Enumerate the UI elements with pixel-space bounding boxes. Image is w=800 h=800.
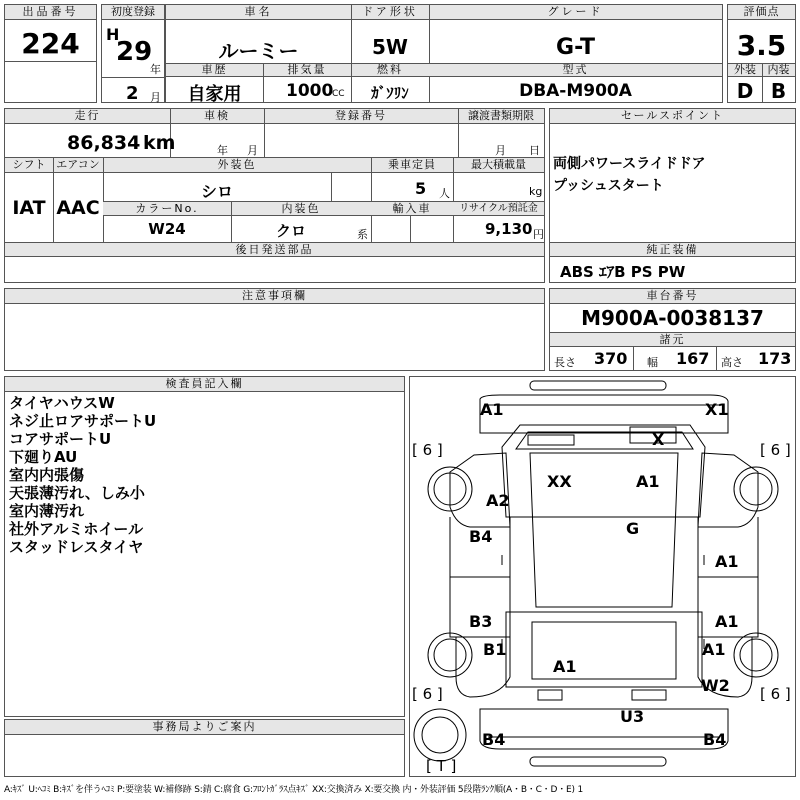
chassis-box — [549, 288, 796, 371]
damage-right-front-door: A1 — [715, 552, 739, 571]
damage-glass: G — [626, 519, 640, 538]
inspection-month-unit: 月 — [247, 144, 258, 157]
height-label: 高さ — [721, 356, 743, 369]
damage-left-front-door: B4 — [469, 527, 493, 546]
damage-left-fender: A2 — [486, 491, 510, 510]
length-value: 370 — [594, 349, 628, 368]
inspector-note: タイヤハウスW — [9, 394, 115, 412]
interior-grade-value: B — [770, 79, 787, 103]
displacement-unit: CC — [332, 89, 345, 99]
inspector-box — [4, 376, 405, 717]
equipment-value: ABS ｴｱB PS PW — [560, 263, 686, 281]
history-label: 車歴 — [166, 64, 263, 77]
lot-number: 224 — [21, 27, 80, 60]
max-load-unit: kg — [529, 185, 543, 198]
chassis-value: M900A-0038137 — [581, 306, 764, 330]
damage-hood: XX — [547, 472, 572, 491]
mileage-label: 走行 — [5, 109, 170, 124]
first-reg-month: 2 — [126, 83, 139, 104]
damage-windshield: X — [652, 430, 665, 449]
shift-label: シフト — [5, 158, 53, 173]
color-no-value: W24 — [148, 220, 186, 238]
car-name-label: 車名 — [166, 5, 351, 20]
score-label: 評価点 — [728, 5, 795, 20]
damage-rear-right: W2 — [701, 676, 730, 695]
inspector-note: スタッドレスタイヤ — [9, 538, 144, 556]
damage-left-quarter: B1 — [483, 640, 507, 659]
inspector-note: 社外アルミホイール — [9, 520, 144, 538]
length-label: 長さ — [554, 356, 576, 369]
width-label: 幅 — [647, 356, 658, 369]
model-code-label: 型式 — [429, 64, 722, 77]
recycle-value: 9,130 — [485, 220, 533, 238]
doors-value: 5W — [372, 35, 408, 59]
office-label: 事務局よりご案内 — [5, 720, 404, 735]
inspection-year-unit: 年 — [217, 144, 228, 157]
damage-trunk: A1 — [553, 657, 577, 676]
recycle-label: リサイクル預託金 — [453, 202, 544, 216]
fuel-value: ｶﾞｿﾘﾝ — [371, 84, 409, 102]
inspector-note: 天張薄汚れ、しみ小 — [9, 484, 145, 502]
tire-front-left-depth: [ 6 ] — [412, 441, 443, 459]
first-reg-year-unit: 年 — [150, 63, 161, 76]
car-diagram — [409, 376, 796, 777]
aircon-value: AAC — [56, 197, 100, 219]
recycle-unit: 円 — [533, 228, 544, 241]
damage-front-left: A1 — [480, 400, 504, 419]
inspector-note: 室内内張傷 — [9, 466, 85, 484]
exterior-color-value: シロ — [200, 182, 233, 201]
car-name-value: ルーミー — [218, 39, 299, 63]
sales-points-box — [549, 108, 796, 283]
later-parts-label: 後日発送部品 — [5, 243, 544, 257]
shift-value: IAT — [12, 197, 46, 219]
first-registration-box — [101, 4, 165, 103]
score-value: 3.5 — [736, 29, 787, 62]
exterior-grade-value: D — [736, 79, 754, 103]
model-code-value: DBA-M900A — [519, 81, 632, 101]
lot-box — [4, 4, 97, 103]
capacity-value: 5 — [415, 179, 427, 198]
max-load-label: 最大積載量 — [453, 158, 544, 173]
inspector-notes-list — [9, 394, 156, 556]
detail-box — [4, 108, 545, 283]
notes-box — [4, 288, 545, 371]
transfer-deadline-label: 譲渡書類期限 — [458, 109, 544, 124]
damage-right-rear-door: A1 — [715, 612, 739, 631]
tire-front-right-depth: [ 6 ] — [760, 441, 791, 459]
first-reg-era: H — [106, 25, 120, 44]
doors-label: ドア形状 — [351, 5, 429, 20]
registration-label: 登録番号 — [264, 109, 458, 124]
top-main-box — [165, 4, 723, 103]
history-value: 自家用 — [187, 84, 242, 105]
car-outline-drawing — [410, 377, 795, 776]
transfer-month-unit: 月 — [495, 144, 506, 157]
aircon-label: エアコン — [53, 158, 103, 173]
fuel-label: 燃料 — [351, 64, 429, 77]
displacement-value: 1000 — [286, 81, 334, 101]
first-reg-month-unit: 月 — [150, 91, 161, 104]
grade-value: G-T — [556, 35, 595, 60]
mileage-value: 86,834 — [67, 132, 141, 154]
inspector-note: 室内薄汚れ — [9, 502, 85, 520]
damage-left-rear-door: B3 — [469, 612, 493, 631]
legend: A:ｷｽﾞ U:ﾍｺﾐ B:ｷｽﾞを伴うﾍｺﾐ P:要塗装 W:補修跡 S:錆 C:腐食 G:ﾌﾛﾝﾄｶﾞﾗｽ点ｷｽﾞ XX:交換済み X:要交換 内・外装評価 5段階ﾗﾝｸ順(A・B・C・D・E) 1 — [4, 785, 583, 795]
tire-rear-right-depth: [ 6 ] — [760, 685, 791, 703]
inspector-note: ネジ止ロアサポートU — [9, 412, 157, 430]
mileage-unit: km — [143, 132, 176, 154]
tire-rear-left-depth: [ 6 ] — [412, 685, 443, 703]
inspector-note: コアサポートU — [9, 430, 112, 448]
transfer-day-unit: 日 — [529, 144, 540, 157]
sales-point-1: 両側パワースライドドア — [553, 156, 706, 172]
specs-label: 諸元 — [550, 333, 795, 347]
capacity-label: 乗車定員 — [371, 158, 453, 173]
color-no-label: カラーNo. — [103, 202, 231, 216]
lot-label: 出品番号 — [5, 5, 96, 20]
inspection-label: 車検 — [170, 109, 264, 124]
damage-rear-bumper: U3 — [620, 707, 645, 726]
interior-color-value: クロ — [275, 222, 306, 240]
sales-points-label: セールスポイント — [550, 109, 795, 124]
office-box — [4, 719, 405, 777]
equipment-label: 純正装備 — [550, 243, 795, 257]
exterior-grade-label: 外装 — [728, 64, 762, 77]
exterior-color-label: 外装色 — [103, 158, 371, 173]
spare-tire-label: [ T ] — [426, 757, 457, 775]
displacement-label: 排気量 — [263, 64, 351, 77]
score-box — [727, 4, 796, 103]
interior-color-unit: 系 — [357, 228, 368, 241]
interior-grade-label: 内装 — [762, 64, 795, 77]
interior-color-label: 内装色 — [231, 202, 371, 216]
inspector-note: 下廻りAU — [9, 448, 78, 466]
grade-label: グレード — [429, 5, 722, 20]
height-value: 173 — [758, 349, 792, 368]
damage-right-quarter: A1 — [702, 640, 726, 659]
damage-rear-bumper-right: B4 — [703, 730, 727, 749]
notes-label: 注意事項欄 — [5, 289, 544, 304]
width-value: 167 — [676, 349, 710, 368]
sales-point-2: プッシュスタート — [553, 178, 664, 194]
first-reg-label: 初度登録 — [102, 5, 164, 20]
inspector-label: 検査員記入欄 — [5, 377, 404, 392]
damage-roof: A1 — [636, 472, 660, 491]
capacity-unit: 人 — [439, 187, 450, 200]
damage-rear-bumper-left: B4 — [482, 730, 506, 749]
damage-front-right: X1 — [705, 400, 729, 419]
chassis-label: 車台番号 — [550, 289, 795, 304]
import-label: 輸入車 — [371, 202, 453, 216]
first-reg-year: 29 — [116, 37, 153, 67]
